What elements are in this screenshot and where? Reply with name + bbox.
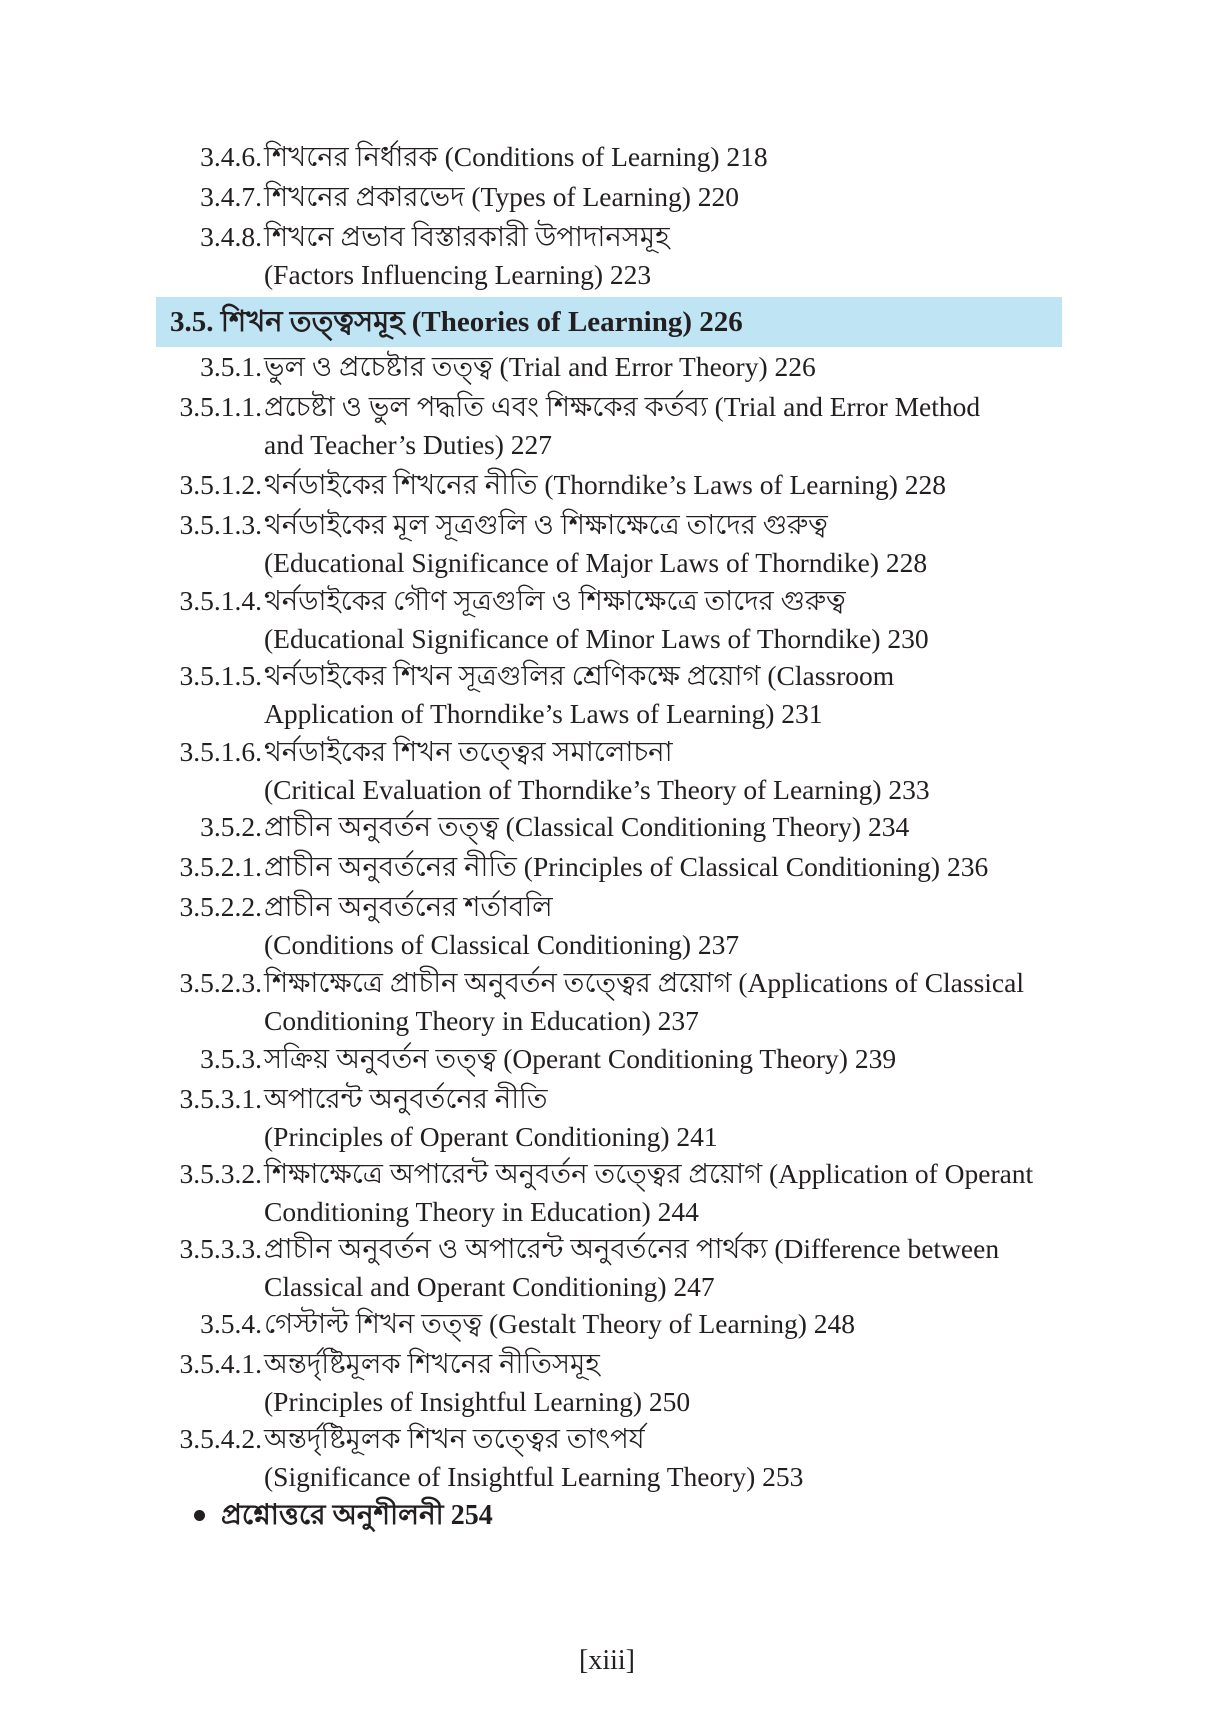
toc-entry-number: 3.5.1.5.	[179, 660, 262, 691]
toc-entry-text: প্রাচীন অনুবর্তন ও অপারেন্ট অনুবর্তনের পার্থক্য (Difference between	[264, 1233, 1000, 1264]
toc-entry-number: 3.5.4.	[200, 1308, 262, 1339]
toc-entry-text: গেস্টাল্ট শিখন তত্ত্ব (Gestalt Theory of Learning) 248	[264, 1308, 856, 1339]
toc-entry-text: ভুল ও প্রচেষ্টার তত্ত্ব (Trial and Error Theory) 226	[264, 351, 816, 382]
toc-entry-text: (Factors Influencing Learning) 223	[264, 259, 652, 290]
toc-entry-number: 3.5.1.3.	[179, 509, 262, 540]
toc-entry-text: শিখনে প্রভাব বিস্তারকারী উপাদানসমূহ	[264, 221, 670, 252]
toc-entry-text: Application of Thorndike’s Laws of Learning) 231	[264, 698, 823, 729]
toc-entry-number: 3.5.3.3.	[179, 1233, 262, 1264]
toc-entry-text: থর্নডাইকের শিখন সূত্রগুলির শ্রেণিকক্ষে প্রয়োগ (Classroom	[264, 660, 895, 691]
toc-entry-number: 3.5.2.	[200, 811, 262, 842]
toc-entry-text: থর্নডাইকের গৌণ সূত্রগুলি ও শিক্ষাক্ষেত্রে তাদের গুরুত্ব	[264, 585, 846, 616]
toc-entry-text: (Educational Significance of Minor Laws of Thorndike) 230	[264, 623, 929, 654]
exercise-label: প্রশ্নোত্তরে অনুশীলনী 254	[221, 1500, 493, 1531]
toc-entry-text: থর্নডাইকের শিখনের নীতি (Thorndike’s Laws of Learning) 228	[264, 469, 947, 500]
toc-entry-text: থর্নডাইকের মূল সূত্রগুলি ও শিক্ষাক্ষেত্রে তাদের গুরুত্ব	[264, 509, 828, 540]
toc-entry-number: 3.5.3.2.	[179, 1158, 262, 1189]
toc-entry-number: 3.4.8.	[200, 221, 262, 252]
toc-entry-number: 3.5.4.1.	[179, 1348, 262, 1379]
toc-entry-text: শিক্ষাক্ষেত্রে অপারেন্ট অনুবর্তন তত্ত্বের প্রয়োগ (Application of Operant	[264, 1158, 1034, 1189]
toc-entry-text: প্রাচীন অনুবর্তন তত্ত্ব (Classical Conditioning Theory) 234	[264, 811, 910, 842]
toc-entry-text: প্রচেষ্টা ও ভুল পদ্ধতি এবং শিক্ষকের কর্তব্য (Trial and Error Method	[264, 391, 981, 422]
toc-entry-number: 3.5.1.4.	[179, 585, 262, 616]
toc-entry-text: প্রাচীন অনুবর্তনের নীতি (Principles of Classical Conditioning) 236	[264, 851, 989, 882]
toc-entry-text: (Significance of Insightful Learning Theory) 253	[264, 1461, 804, 1492]
toc-entry-number: 3.5.1.	[200, 351, 262, 382]
bullet-icon	[194, 1510, 205, 1521]
toc-entry-text: (Principles of Operant Conditioning) 241	[264, 1121, 718, 1152]
toc-entry-text: (Conditions of Classical Conditioning) 237	[264, 929, 740, 960]
toc-entry-text: অপারেন্ট অনুবর্তনের নীতি	[264, 1083, 548, 1114]
toc-entry-text: প্রাচীন অনুবর্তনের শর্তাবলি	[264, 891, 553, 922]
toc-entry-number: 3.5.2.3.	[179, 967, 262, 998]
page-number: [xiii]	[579, 1645, 635, 1676]
toc-entry-number: 3.4.6.	[200, 141, 262, 172]
toc-entry-text: and Teacher’s Duties) 227	[264, 429, 553, 460]
toc-entry-text: থর্নডাইকের শিখন তত্ত্বের সমালোচনা	[264, 736, 673, 767]
toc-entry-text: Classical and Operant Conditioning) 247	[264, 1271, 715, 1302]
toc-entry-text: শিক্ষাক্ষেত্রে প্রাচীন অনুবর্তন তত্ত্বের প্রয়োগ (Applications of Classical	[264, 967, 1024, 998]
toc-entry-text: শিখনের প্রকারভেদ (Types of Learning) 220	[264, 181, 740, 212]
toc-entry-number: 3.5.3.1.	[179, 1083, 262, 1114]
section-title: শিখন তত্ত্বসমূহ (Theories of Learning) 226	[220, 306, 743, 338]
toc-entry-number: 3.5.1.6.	[179, 736, 262, 767]
toc-entry-text: (Principles of Insightful Learning) 250	[264, 1386, 691, 1417]
toc-entry-text: Conditioning Theory in Education) 237	[264, 1005, 699, 1036]
toc-entry-number: 3.5.2.2.	[179, 891, 262, 922]
toc-entry-number: 3.5.4.2.	[179, 1423, 262, 1454]
toc-entry-text: (Educational Significance of Major Laws of Thorndike) 228	[264, 547, 928, 578]
toc-entry-text: শিখনের নির্ধারক (Conditions of Learning) 218	[264, 141, 768, 172]
toc-entry-text: অন্তর্দৃষ্টিমূলক শিখন তত্ত্বের তাৎপর্য	[264, 1423, 645, 1454]
toc-entry-number: 3.5.1.1.	[179, 391, 262, 422]
toc-entry-text: Conditioning Theory in Education) 244	[264, 1196, 699, 1227]
toc-entry-text: সক্রিয় অনুবর্তন তত্ত্ব (Operant Conditioning Theory) 239	[264, 1043, 897, 1074]
toc-entry-text: অন্তর্দৃষ্টিমূলক শিখনের নীতিসমূহ	[264, 1348, 600, 1379]
section-number: 3.5.	[170, 306, 214, 338]
toc-entry-number: 3.5.2.1.	[179, 851, 262, 882]
toc-entry-number: 3.5.3.	[200, 1043, 262, 1074]
toc-entry-text: (Critical Evaluation of Thorndike’s Theory of Learning) 233	[264, 774, 930, 805]
exercise-bullet-item	[194, 1496, 493, 1536]
section-heading	[170, 303, 743, 341]
toc-entry-number: 3.4.7.	[200, 181, 262, 212]
toc-entry-number: 3.5.1.2.	[179, 469, 262, 500]
